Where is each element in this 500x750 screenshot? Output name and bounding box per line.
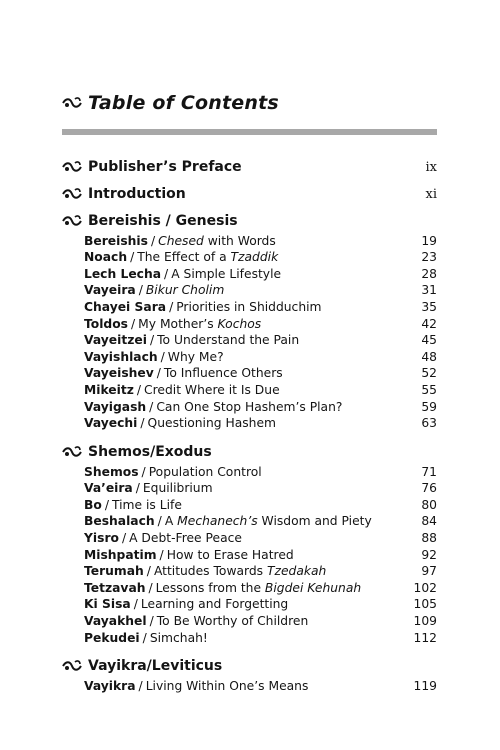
entry-separator: /	[142, 630, 147, 645]
entry-topic-part: To Be Worthy of Children	[156, 613, 309, 628]
entry-page-number: 76	[421, 481, 437, 496]
toc-entry[interactable]	[84, 348, 437, 365]
entry-page-number: 84	[421, 514, 437, 529]
entry-page-number: 112	[413, 630, 437, 645]
entry-parsha: Vayeira	[84, 283, 136, 298]
entry-parsha: Bo	[84, 497, 102, 512]
entry-topic	[168, 350, 422, 364]
front-matter-item-page: xi	[425, 186, 437, 202]
entry-topic	[137, 250, 421, 264]
front-matter-item[interactable]	[62, 156, 437, 178]
entry-separator: /	[157, 514, 162, 529]
entry-separator: /	[131, 316, 136, 331]
entry-topic-part: Population Control	[148, 464, 262, 479]
ornament-icon	[62, 160, 82, 174]
toc-entry[interactable]	[84, 480, 437, 497]
entry-page-number: 63	[421, 416, 437, 431]
entry-topic-part: Tzedakah	[267, 564, 327, 579]
entry-page-number: 31	[421, 283, 437, 298]
entry-separator: /	[146, 564, 151, 579]
entry-separator: /	[136, 382, 142, 397]
entry-page-number: 105	[413, 597, 437, 612]
entry-topic	[164, 366, 421, 380]
entry-separator: /	[133, 597, 138, 612]
toc-entry[interactable]	[84, 232, 437, 249]
entry-page-number: 80	[421, 497, 437, 512]
entry-topic-part: How to Erase Hatred	[166, 547, 294, 562]
ornament-icon	[62, 445, 82, 459]
entry-topic-part: Simchah!	[149, 630, 208, 645]
entry-page-number: 48	[421, 349, 437, 364]
entry-topic	[154, 564, 421, 578]
entry-parsha: Mikeitz	[84, 382, 134, 397]
entry-topic-part: Tzaddik	[230, 250, 279, 265]
entry-topic-part: Priorities in Shidduchim	[176, 299, 322, 314]
entry-topic-part: Kochos	[217, 316, 262, 331]
entry-parsha: Noach	[84, 250, 128, 265]
toc-entry[interactable]	[84, 265, 437, 282]
entry-topic	[129, 531, 421, 545]
entry-topic-part: To Influence Others	[163, 366, 283, 381]
entry-topic	[141, 597, 414, 611]
entry-topic-part: A	[164, 514, 178, 529]
toc-entry[interactable]	[84, 529, 437, 546]
toc-entry[interactable]	[84, 677, 437, 694]
entry-topic	[144, 383, 421, 397]
entry-separator: /	[148, 580, 153, 595]
entry-topic	[143, 481, 421, 495]
entry-topic	[157, 614, 414, 628]
entry-parsha: Beshalach	[84, 514, 155, 529]
entry-page-number: 88	[421, 530, 437, 545]
entry-parsha: Shemos	[84, 464, 139, 479]
entry-topic	[157, 333, 421, 347]
section-heading[interactable]	[62, 655, 437, 677]
section-heading-label: Shemos/Exodus	[88, 444, 212, 460]
entry-topic-part: Questioning Hashem	[147, 416, 276, 431]
entry-separator: /	[135, 481, 140, 496]
entry-page-number: 119	[413, 678, 437, 693]
toc-entry[interactable]	[84, 596, 437, 613]
entry-separator: /	[140, 416, 145, 431]
toc-entry[interactable]	[84, 332, 437, 349]
entry-topic	[138, 317, 421, 331]
entry-separator: /	[149, 613, 154, 628]
toc-entry[interactable]	[84, 315, 437, 332]
entry-topic-part: Lessons from the	[155, 580, 265, 595]
entry-topic	[112, 498, 421, 512]
entry-page-number: 109	[413, 613, 437, 628]
toc-entry[interactable]	[84, 282, 437, 299]
entry-page-number: 35	[421, 299, 437, 314]
entry-page-number: 28	[421, 266, 437, 281]
entry-topic-part: Time is Life	[111, 497, 182, 512]
entry-page-number: 92	[421, 547, 437, 562]
entry-topic-part: Wisdom and Piety	[257, 514, 372, 529]
entry-parsha: Tetzavah	[84, 580, 146, 595]
entry-parsha: Vayikra	[84, 678, 136, 693]
entry-topic	[156, 581, 414, 595]
entry-separator: /	[164, 266, 169, 281]
front-matter-item-label: Introduction	[88, 186, 186, 202]
entry-parsha: Mishpatim	[84, 547, 157, 562]
section-heading[interactable]	[62, 210, 437, 232]
entry-separator: /	[149, 399, 154, 414]
entry-topic	[171, 267, 421, 281]
entry-parsha: Bereishis	[84, 233, 148, 248]
section-heading-label: Bereishis / Genesis	[88, 213, 238, 229]
toc-entry[interactable]	[84, 365, 437, 382]
entry-parsha: Ki Sisa	[84, 597, 131, 612]
ornament-icon	[62, 659, 82, 673]
entry-separator: /	[149, 333, 155, 348]
entry-parsha: Terumah	[84, 564, 144, 579]
entry-topic-part: To Understand the Pain	[157, 333, 300, 348]
entry-separator: /	[130, 250, 135, 265]
entry-separator: /	[150, 233, 156, 248]
entry-topic	[176, 300, 421, 314]
entry-parsha: Vayishlach	[84, 349, 158, 364]
entry-topic	[146, 283, 421, 297]
entry-topic	[146, 679, 414, 693]
entry-page-number: 102	[413, 580, 437, 595]
entry-topic	[148, 416, 422, 430]
entry-parsha: Chayei Sara	[84, 299, 167, 314]
entry-parsha: Yisro	[84, 530, 119, 545]
entry-topic-part: Can One Stop Hashem’s Plan?	[156, 399, 343, 414]
toc-entry[interactable]	[84, 415, 437, 432]
section-heading-label: Vayikra/Leviticus	[88, 658, 223, 674]
entry-topic-part: The Effect of a	[137, 250, 231, 265]
entry-topic-part: My Mother’s	[138, 316, 218, 331]
toc-entry[interactable]	[84, 463, 437, 480]
entry-separator: /	[121, 530, 127, 545]
section-heading[interactable]	[62, 441, 437, 463]
toc-entry[interactable]	[84, 612, 437, 629]
entry-separator: /	[138, 283, 143, 298]
entry-topic-part: Attitudes Towards	[153, 564, 267, 579]
entry-page-number: 59	[421, 399, 437, 414]
entry-page-number: 71	[421, 464, 437, 479]
entry-parsha: Vayeitzei	[84, 333, 147, 348]
entry-topic	[150, 631, 414, 645]
entry-parsha: Vayechi	[84, 416, 138, 431]
entry-topic	[158, 234, 421, 248]
entry-topic-part: Bikur Cholim	[145, 283, 225, 298]
toc-entry[interactable]	[84, 513, 437, 530]
entry-topic	[167, 548, 422, 562]
toc-entry[interactable]	[84, 563, 437, 580]
entry-topic-part: A Simple Lifestyle	[171, 266, 282, 281]
entry-topic-part: Chesed	[158, 233, 204, 248]
ornament-icon	[62, 214, 82, 228]
entry-topic	[149, 465, 422, 479]
entry-separator: /	[160, 349, 165, 364]
entry-separator: /	[141, 464, 146, 479]
page-title	[62, 88, 279, 118]
ornament-icon	[62, 187, 82, 201]
entry-topic-part: with Words	[203, 233, 276, 248]
entry-page-number: 52	[421, 366, 437, 381]
entry-topic-part: Mechanech’s	[177, 514, 258, 529]
ornament-icon	[62, 96, 82, 110]
entry-page-number: 42	[421, 316, 437, 331]
entry-parsha: Vayakhel	[84, 613, 147, 628]
entry-page-number: 23	[421, 250, 437, 265]
entry-topic	[165, 514, 422, 528]
entry-topic-part: Why Me?	[167, 349, 224, 364]
toc-entry[interactable]	[84, 496, 437, 513]
entry-topic	[156, 400, 421, 414]
entry-page-number: 55	[421, 382, 437, 397]
toc-entry[interactable]	[84, 398, 437, 415]
toc-entry[interactable]	[84, 546, 437, 563]
entry-topic-part: Bigdei Kehunah	[264, 580, 362, 595]
entry-separator: /	[159, 547, 164, 562]
front-matter-item-label: Publisher’s Preface	[88, 159, 242, 175]
entry-page-number: 97	[421, 564, 437, 579]
entry-parsha: Vayigash	[84, 399, 147, 414]
front-matter-item-page: ix	[425, 159, 437, 175]
entry-separator: /	[104, 497, 109, 512]
toc-entry[interactable]	[84, 579, 437, 596]
entry-topic-part: Living Within One’s Means	[145, 678, 309, 693]
entry-parsha: Va’eira	[84, 481, 133, 496]
entry-parsha: Vayeishev	[84, 366, 154, 381]
front-matter-item[interactable]	[62, 183, 437, 205]
entry-topic-part: Learning and Forgetting	[140, 597, 289, 612]
entry-topic-part: A Debt-Free Peace	[129, 530, 242, 545]
toc-entry[interactable]	[84, 381, 437, 398]
toc-entry[interactable]	[84, 629, 437, 646]
entry-parsha: Pekudei	[84, 630, 140, 645]
entry-parsha: Lech Lecha	[84, 266, 162, 281]
entry-parsha: Toldos	[84, 316, 128, 331]
entry-separator: /	[169, 299, 174, 314]
title-rule	[62, 129, 437, 135]
entry-topic-part: Credit Where it Is Due	[144, 382, 280, 397]
entry-separator: /	[138, 678, 143, 693]
entry-topic-part: Equilibrium	[142, 481, 213, 496]
toc-entry[interactable]	[84, 249, 437, 266]
page-title-text: Table of Contents	[88, 92, 279, 114]
entry-page-number: 19	[421, 233, 437, 248]
toc-entry[interactable]	[84, 298, 437, 315]
entry-separator: /	[156, 366, 161, 381]
entry-page-number: 45	[421, 333, 437, 348]
